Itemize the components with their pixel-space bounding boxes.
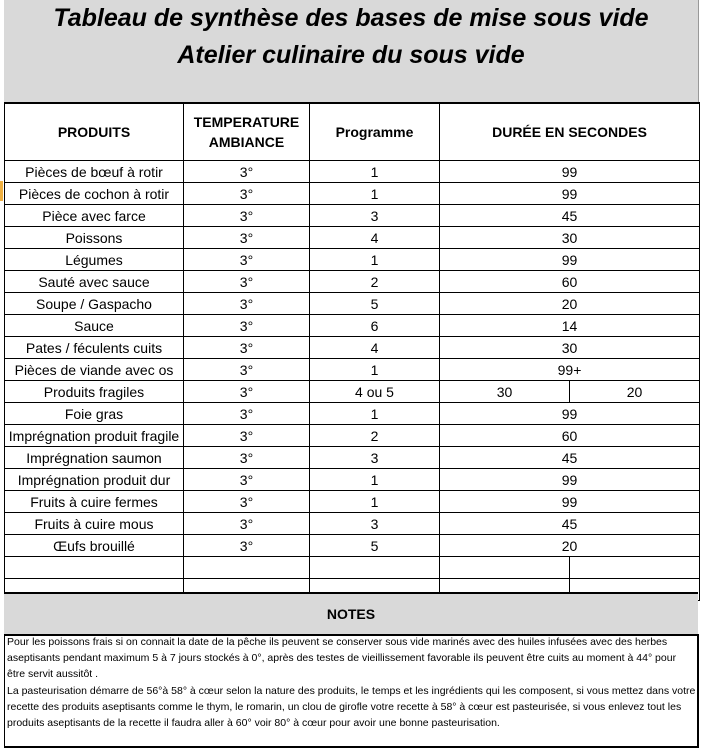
empty-cell[interactable] [570, 557, 700, 579]
temperature-cell[interactable]: 3° [184, 403, 310, 425]
duration-cell[interactable]: 45 [440, 513, 700, 535]
programme-cell[interactable]: 6 [310, 315, 440, 337]
programme-cell[interactable]: 4 [310, 337, 440, 359]
temperature-cell[interactable]: 3° [184, 535, 310, 557]
product-cell[interactable]: Sauté avec sauce [5, 271, 184, 293]
programme-cell[interactable]: 3 [310, 447, 440, 469]
product-cell[interactable]: Sauce [5, 315, 184, 337]
programme-cell[interactable]: 2 [310, 425, 440, 447]
empty-cell[interactable] [440, 557, 570, 579]
product-cell[interactable]: Fruits à cuire fermes [5, 491, 184, 513]
product-cell[interactable]: Pièces de viande avec os [5, 359, 184, 381]
table-row [5, 315, 700, 337]
programme-cell[interactable]: 3 [310, 205, 440, 227]
sheet-title [4, 0, 699, 102]
duration-cell[interactable]: 30 [440, 337, 700, 359]
empty-row [5, 557, 700, 579]
row-selection-marker [0, 181, 3, 201]
product-cell[interactable]: Légumes [5, 249, 184, 271]
header-temp-line1: TEMPERATURE [193, 114, 300, 130]
product-cell[interactable]: Soupe / Gaspacho [5, 293, 184, 315]
header-programme[interactable]: Programme [310, 103, 440, 161]
duration-cell[interactable]: 99 [440, 403, 700, 425]
header-produits[interactable]: PRODUITS [5, 103, 184, 161]
table-row [5, 403, 700, 425]
table-row [5, 447, 700, 469]
duration-cell[interactable]: 99 [440, 491, 700, 513]
temperature-cell[interactable]: 3° [184, 425, 310, 447]
empty-cell[interactable] [5, 557, 184, 579]
empty-cell[interactable] [184, 557, 310, 579]
programme-cell[interactable]: 1 [310, 403, 440, 425]
duration-cell[interactable]: 45 [440, 447, 700, 469]
product-cell[interactable]: Imprégnation produit fragile [5, 425, 184, 447]
table-row [5, 183, 700, 205]
duration-cell[interactable]: 20 [440, 293, 700, 315]
programme-cell[interactable]: 1 [310, 161, 440, 183]
title-line-2: Atelier culinaire du sous vide [177, 41, 525, 69]
table-row [5, 161, 700, 183]
duration-cell-2[interactable]: 20 [570, 381, 700, 403]
notes-paragraph-2: La pasteurisation démarre de 56°à 58° à cœur selon la nature des produits, le temps et les ingrédients qui les composent, si vous mettez dans votre recette des produits aseptisants comme le thym, le romarin, un clou de girofle votre recette à 58° à cœur est pasteurisée, si vous enlevez tout les produits aseptisants de la recette il faudra aller à 60° voir 80° à cœur pour avoir une bonne pasteurisation. [7, 684, 696, 730]
table-row [5, 359, 700, 381]
product-cell[interactable]: Pates / féculents cuits [5, 337, 184, 359]
duration-cell[interactable]: 99 [440, 249, 700, 271]
temperature-cell[interactable]: 3° [184, 447, 310, 469]
programme-cell[interactable]: 1 [310, 469, 440, 491]
duration-cell[interactable]: 99+ [440, 359, 700, 381]
table-row [5, 205, 700, 227]
notes-cell[interactable] [4, 634, 699, 748]
temperature-cell[interactable]: 3° [184, 249, 310, 271]
duration-cell[interactable]: 99 [440, 469, 700, 491]
temperature-cell[interactable]: 3° [184, 337, 310, 359]
duration-cell[interactable]: 99 [440, 161, 700, 183]
product-cell[interactable]: Œufs brouillé [5, 535, 184, 557]
table-row [5, 535, 700, 557]
product-cell[interactable]: Poissons [5, 227, 184, 249]
table-row [5, 227, 700, 249]
temperature-cell[interactable]: 3° [184, 469, 310, 491]
notes-paragraph-1: Pour les poissons frais si on connait la date de la pêche ils peuvent se conserver sous vide marinés avec des huiles infusées avec des herbes aseptisants pendant maximum 5 à 7 jours stockés à 0°, après des testes de vieillissement favorable ils peuvent être cuits au moment à 44° pour être servit aussitôt . [7, 636, 677, 681]
table-row [5, 337, 700, 359]
title-line-1: Tableau de synthèse des bases de mise sous vide [53, 4, 649, 32]
temperature-cell[interactable]: 3° [184, 183, 310, 205]
table-row [5, 293, 700, 315]
programme-cell[interactable]: 4 ou 5 [310, 381, 440, 403]
temperature-cell[interactable]: 3° [184, 271, 310, 293]
temperature-cell[interactable]: 3° [184, 161, 310, 183]
product-cell[interactable]: Pièces de cochon à rotir [5, 183, 184, 205]
duration-cell[interactable]: 45 [440, 205, 700, 227]
temperature-cell[interactable]: 3° [184, 359, 310, 381]
temperature-cell[interactable]: 3° [184, 513, 310, 535]
duration-cell[interactable]: 20 [440, 535, 700, 557]
duration-cell[interactable]: 60 [440, 425, 700, 447]
product-cell[interactable]: Produits fragiles [5, 381, 184, 403]
programme-cell[interactable]: 2 [310, 271, 440, 293]
table-row [5, 469, 700, 491]
programme-cell[interactable]: 1 [310, 249, 440, 271]
product-cell[interactable]: Fruits à cuire mous [5, 513, 184, 535]
duration-cell[interactable]: 14 [440, 315, 700, 337]
temperature-cell[interactable]: 3° [184, 205, 310, 227]
duration-cell[interactable]: 60 [440, 271, 700, 293]
table-row [5, 491, 700, 513]
table-row [5, 249, 700, 271]
product-cell[interactable]: Pièce avec farce [5, 205, 184, 227]
table-row [5, 271, 700, 293]
temperature-cell[interactable]: 3° [184, 315, 310, 337]
temperature-cell[interactable]: 3° [184, 491, 310, 513]
product-cell[interactable]: Imprégnation saumon [5, 447, 184, 469]
table-row [5, 425, 700, 447]
header-duree[interactable]: DURÉE EN SECONDES [440, 103, 700, 161]
duration-cell[interactable]: 99 [440, 183, 700, 205]
temperature-cell[interactable]: 3° [184, 293, 310, 315]
programme-cell[interactable]: 1 [310, 183, 440, 205]
programme-cell[interactable]: 5 [310, 535, 440, 557]
temperature-cell[interactable]: 3° [184, 227, 310, 249]
product-cell[interactable]: Foie gras [5, 403, 184, 425]
programme-cell[interactable]: 3 [310, 513, 440, 535]
temperature-cell[interactable]: 3° [184, 381, 310, 403]
product-cell[interactable]: Imprégnation produit dur [5, 469, 184, 491]
programme-cell[interactable]: 1 [310, 491, 440, 513]
table-row [5, 381, 700, 403]
programme-cell[interactable]: 1 [310, 359, 440, 381]
empty-cell[interactable] [310, 557, 440, 579]
duration-cell[interactable]: 30 [440, 227, 700, 249]
duration-cell[interactable]: 30 [440, 381, 570, 403]
header-temp-line2: AMBIANCE [208, 134, 285, 150]
programme-cell[interactable]: 4 [310, 227, 440, 249]
table-row [5, 513, 700, 535]
notes-heading[interactable]: NOTES [4, 592, 698, 636]
synthesis-table [4, 102, 700, 601]
programme-cell[interactable]: 5 [310, 293, 440, 315]
product-cell[interactable]: Pièces de bœuf à rotir [5, 161, 184, 183]
header-temperature[interactable] [184, 103, 310, 161]
